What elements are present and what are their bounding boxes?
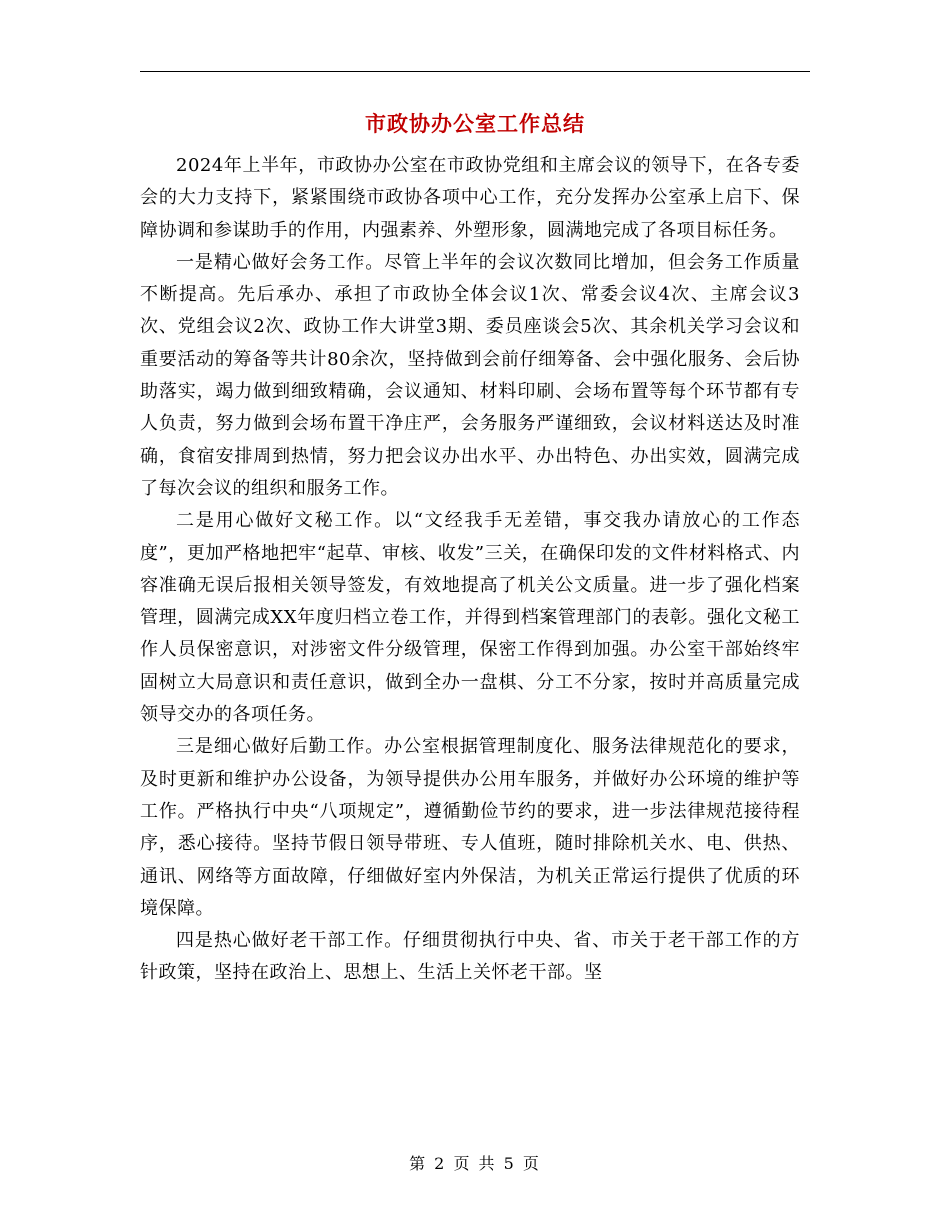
document-body bbox=[140, 150, 800, 990]
paragraph-meetings: 一是精心做好会务工作。尽管上半年的会议次数同比增加，但会务工作质量不断提高。先后承办、承担了市政协全体会议1次、常委会议4次、主席会议3次、党组会议2次、政协工作大讲堂3期、委员座谈会5次、其余机关学习会议和重要活动的筹备等共计80余次，坚持做到会前仔细筹备、会中强化服务、会后协助落实，竭力做到细致精确，会议通知、材料印刷、会场布置等每个环节都有专人负责，努力做到会场布置干净庄严，会务服务严谨细致，会议材料送达及时准确，食宿安排周到热情，努力把会议办出水平、办出特色、办出实效，圆满完成了每次会议的组织和服务工作。 bbox=[140, 251, 800, 499]
paragraph-intro: 2024年上半年，市政协办公室在市政协党组和主席会议的领导下，在各专委会的大力支持下，紧紧围绕市政协各项中心工作，充分发挥办公室承上启下、保障协调和参谋助手的作用，内强素养、外塑形象，圆满地完成了各项目标任务。 bbox=[140, 155, 800, 241]
header-rule bbox=[140, 71, 810, 72]
page-footer: 第 2 页 共 5 页 bbox=[409, 1154, 541, 1173]
paragraph-secretarial: 二是用心做好文秘工作。以“文经我手无差错，事交我办请放心的工作态度”，更加严格地把牢“起草、审核、收发”三关，在确保印发的文件材料格式、内容准确无误后报相关领导签发，有效地提高了机关公文质量。进一步了强化档案管理，圆满完成XX年度归档立卷工作，并得到档案管理部门的表彰。强化文秘工作人员保密意识，对涉密文件分级管理，保密工作得到加强。办公室干部始终牢固树立大局意识和责任意识，做到全办一盘棋、分工不分家，按时并高质量完成领导交办的各项任务。 bbox=[140, 510, 800, 726]
document-title: 市政协办公室工作总结 bbox=[365, 112, 585, 136]
paragraph-logistics: 三是细心做好后勤工作。办公室根据管理制度化、服务法律规范化的要求，及时更新和维护办公设备，为领导提供办公用车服务，并做好办公环境的维护等工作。严格执行中央“八项规定”，遵循勤俭节约的要求，进一步法律规范接待程序，悉心接待。坚持节假日领导带班、专人值班，随时排除机关水、电、供热、通讯、网络等方面故障，仔细做好室内外保洁，为机关正常运行提供了优质的环境保障。 bbox=[140, 736, 800, 919]
paragraph-veteran-cadres: 四是热心做好老干部工作。仔细贯彻执行中央、省、市关于老干部工作的方针政策，坚持在政治上、思想上、生活上关怀老干部。坚 bbox=[140, 930, 800, 984]
